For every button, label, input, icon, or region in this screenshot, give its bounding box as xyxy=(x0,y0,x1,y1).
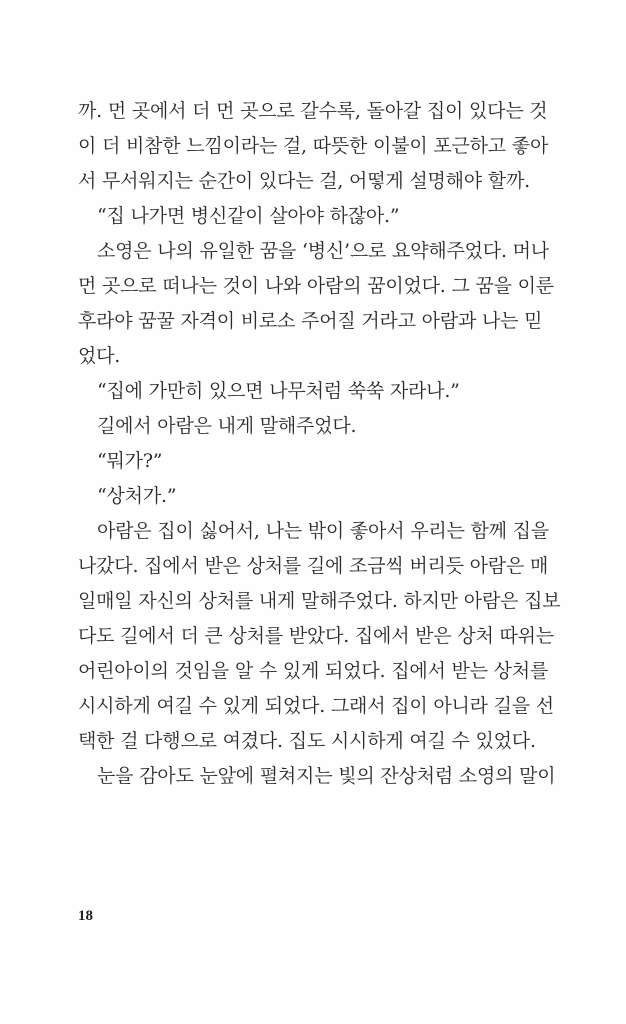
text-line: 길에서 아람은 내게 말해주었다. xyxy=(97,415,357,437)
text-line: 어린아이의 것임을 알 수 있게 되었다. 집에서 받는 상처를 xyxy=(78,660,549,682)
text-line: “상처가.” xyxy=(97,485,177,507)
text-line: 택한 걸 다행으로 여겼다. 집도 시시하게 여길 수 있었다. xyxy=(78,730,536,752)
text-line: “집에 가만히 있으면 나무처럼 쑥쑥 자라나.” xyxy=(97,380,460,402)
text-line: 먼 곳으로 떠나는 것이 나와 아람의 꿈이었다. 그 꿈을 이룬 xyxy=(78,275,554,297)
text-line: 서 무서워지는 순간이 있다는 걸, 어떻게 설명해야 할까. xyxy=(78,170,530,192)
text-line: 눈을 감아도 눈앞에 펼쳐지는 빛의 잔상처럼 소영의 말이 xyxy=(97,765,556,787)
text-line: “뭐가?” xyxy=(97,450,163,472)
text-line: 후라야 꿈꿀 자격이 비로소 주어질 거라고 아람과 나는 믿 xyxy=(78,310,543,332)
text-line: 까. 먼 곳에서 더 먼 곳으로 갈수록, 돌아갈 집이 있다는 것 xyxy=(78,100,548,122)
text-line: 다도 길에서 더 큰 상처를 받았다. 집에서 받은 상처 따위는 xyxy=(78,625,554,647)
text-line: 이 더 비참한 느낌이라는 걸, 따뜻한 이불이 포근하고 좋아 xyxy=(78,135,549,157)
text-line: 일매일 자신의 상처를 내게 말해주었다. 하지만 아람은 집보 xyxy=(78,590,561,612)
text-line: 었다. xyxy=(78,345,121,367)
body-text xyxy=(78,94,561,794)
page-number: 18 xyxy=(78,908,93,924)
text-line: 소영은 나의 유일한 꿈을 ‘병신’으로 요약해주었다. 머나 xyxy=(97,240,549,262)
text-line: 나갔다. 집에서 받은 상처를 길에 조금씩 버리듯 아람은 매 xyxy=(78,555,549,577)
text-line: 시시하게 여길 수 있게 되었다. 그래서 집이 아니라 길을 선 xyxy=(78,695,554,717)
text-line: 아람은 집이 싫어서, 나는 밖이 좋아서 우리는 함께 집을 xyxy=(97,520,549,542)
text-line: “집 나가면 병신같이 살아야 하잖아.” xyxy=(97,205,400,227)
